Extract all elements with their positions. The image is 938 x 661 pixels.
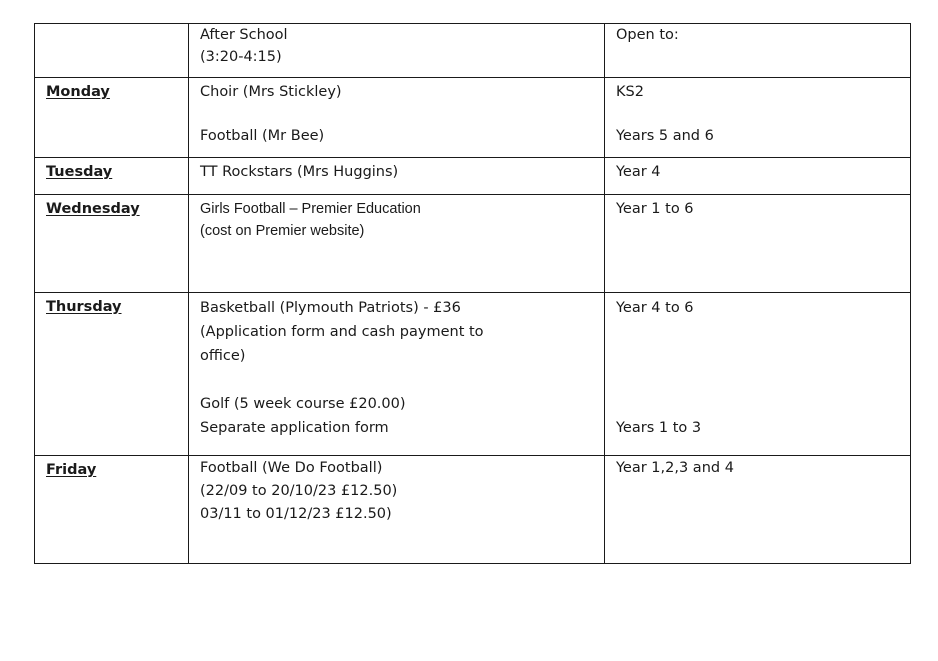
after-school-clubs-table <box>34 23 911 564</box>
day-cell <box>35 293 189 456</box>
blank-line <box>616 344 910 368</box>
day-cell <box>35 78 189 158</box>
day-cell <box>35 195 189 293</box>
open-to-cell <box>605 195 911 293</box>
table-row-tuesday <box>35 158 911 195</box>
activity-line: Choir (Mrs Stickley) <box>200 84 342 100</box>
activity-cell <box>189 293 605 456</box>
table-header-row <box>35 24 911 78</box>
open-to-line: Years 1 to 3 <box>616 420 702 436</box>
table-row-friday <box>35 456 911 564</box>
day-label-tuesday: Tuesday <box>46 164 113 180</box>
header-open-to-cell <box>605 24 911 78</box>
activity-line: Football (Mr Bee) <box>200 128 325 144</box>
activity-line: Separate application form <box>200 420 389 436</box>
activity-cell <box>189 78 605 158</box>
open-to-cell <box>605 158 911 195</box>
open-to-cell <box>605 456 911 564</box>
header-activity-time: (3:20-4:15) <box>200 49 282 65</box>
header-activity-title: After School <box>200 27 288 43</box>
activity-line: 03/11 to 01/12/23 £12.50) <box>200 506 392 522</box>
activity-line: Girls Football – Premier Education <box>200 201 421 217</box>
blank-line <box>616 368 910 392</box>
header-open-to-label: Open to: <box>616 27 679 43</box>
open-to-line: Year 4 to 6 <box>616 300 694 316</box>
blank-line <box>200 368 604 392</box>
day-label-monday: Monday <box>46 84 110 100</box>
activity-line: TT Rockstars (Mrs Huggins) <box>200 164 399 180</box>
blank-line <box>616 320 910 344</box>
header-activity-cell <box>189 24 605 78</box>
activity-line: (22/09 to 20/10/23 £12.50) <box>200 483 398 499</box>
activity-line: office) <box>200 348 246 364</box>
blank-line <box>616 103 910 125</box>
activity-cell <box>189 456 605 564</box>
header-day-cell <box>35 24 189 78</box>
activity-line: (Application form and cash payment to <box>200 324 484 340</box>
blank-line <box>616 392 910 416</box>
activity-line: Football (We Do Football) <box>200 460 383 476</box>
open-to-line: Year 4 <box>616 164 661 180</box>
day-label-thursday: Thursday <box>46 299 122 315</box>
open-to-cell <box>605 293 911 456</box>
open-to-cell <box>605 78 911 158</box>
day-cell <box>35 158 189 195</box>
table-row-wednesday <box>35 195 911 293</box>
day-cell <box>35 456 189 564</box>
activity-line: (cost on Premier website) <box>200 223 365 239</box>
table-row-monday <box>35 78 911 158</box>
table-row-thursday <box>35 293 911 456</box>
open-to-line: Year 1 to 6 <box>616 201 694 217</box>
day-label-friday: Friday <box>46 462 97 478</box>
open-to-line: KS2 <box>616 84 644 100</box>
activity-cell <box>189 195 605 293</box>
open-to-line: Year 1,2,3 and 4 <box>616 460 734 476</box>
open-to-line: Years 5 and 6 <box>616 128 714 144</box>
activity-line: Basketball (Plymouth Patriots) - £36 <box>200 300 461 316</box>
activity-cell <box>189 158 605 195</box>
activity-line: Golf (5 week course £20.00) <box>200 396 406 412</box>
blank-line <box>200 103 604 125</box>
day-label-wednesday: Wednesday <box>46 201 140 217</box>
